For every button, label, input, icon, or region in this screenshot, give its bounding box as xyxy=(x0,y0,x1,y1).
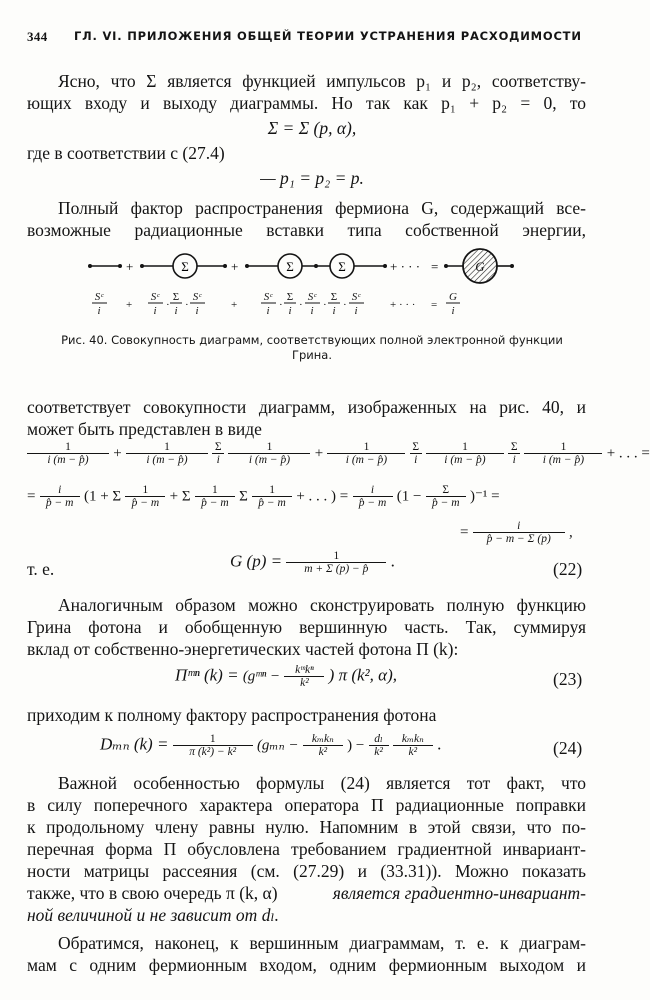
paragraph-4-line-2: может быть представлен в виде xyxy=(27,419,262,439)
figure-caption-line-2: Грина. xyxy=(291,348,332,362)
svg-text:·: · xyxy=(166,299,170,311)
sigma-label: Σ xyxy=(181,259,189,274)
paragraph-7-line-1: Важной особенностью формулы (24) является тот факт, что xyxy=(58,773,586,793)
equation-24-tag: (24) xyxy=(553,738,583,758)
paragraph-4-line-1: соответствует совокупности диаграмм, изображенных на рис. 40, и xyxy=(27,397,586,417)
equation-sigma: Σ = Σ (p, α), xyxy=(267,118,357,138)
svg-text:·: · xyxy=(323,299,327,311)
svg-text:i: i xyxy=(451,305,455,317)
eq22-lead: т. е. xyxy=(27,559,55,579)
running-title: ГЛ. VI. ПРИЛОЖЕНИЯ ОБЩЕЙ ТЕОРИИ УСТРАНЕНИЯ РАСХОДИМОСТИ xyxy=(74,29,582,43)
figure-caption-line-1: Рис. 40. Совокупность диаграмм, соответствующих полной электронной функции xyxy=(61,333,563,347)
paragraph-7-line-4: перечная форма Π обусловлена требованием градиентной инвариант- xyxy=(27,839,586,859)
svg-text:=: = xyxy=(431,299,438,311)
svg-text:i: i xyxy=(332,305,336,317)
svg-text:·: · xyxy=(299,299,303,311)
sigma-label: Σ xyxy=(338,259,346,274)
svg-text:i: i xyxy=(174,305,178,317)
page-number: 344 xyxy=(27,29,48,44)
series-line-3: = $\frac{i}{p̂ - m - \Sigma (p)}$ , xyxy=(460,520,573,545)
figure-40-diagram xyxy=(80,240,610,325)
plus-sign: + xyxy=(126,259,134,274)
paragraph-8-line-2: мам с одним фермионным входом, одним фермионным выходом и xyxy=(27,955,586,975)
svg-text:+: + xyxy=(126,299,133,311)
svg-text:G: G xyxy=(449,291,457,303)
paragraph-3-line-2: возможные радиационные вставки типа собственной энергии, xyxy=(27,220,586,240)
figure-formula-row xyxy=(92,291,460,317)
svg-text:Sᶜ: Sᶜ xyxy=(150,291,160,303)
svg-text:Sᶜ: Sᶜ xyxy=(351,291,361,303)
paragraph-7-line-6: также, что в свою очередь π (k, α) является градиентно-инвариант- xyxy=(27,883,586,903)
paragraph-3-line-1: Полный фактор распространения фермиона G, содержащий все- xyxy=(58,198,586,218)
paragraph-5-line-1: Аналогичным образом можно сконструировать полную функцию xyxy=(58,595,586,615)
sigma-label: Σ xyxy=(286,259,294,274)
svg-text:Σ: Σ xyxy=(330,291,338,303)
equation-22: G (p) = $\frac{1}{m + \Sigma (p) - p̂}$ . xyxy=(230,550,395,575)
svg-text:i: i xyxy=(266,305,270,317)
svg-text:Σ: Σ xyxy=(172,291,180,303)
plus-sign: + xyxy=(231,259,239,274)
paragraph-5-line-3: вклад от собственно-энергетических частей фотона Π (k): xyxy=(27,639,459,659)
paragraph-8-line-1: Обратимся, наконец, к вершинным диаграммам, т. е. к диаграм- xyxy=(58,933,586,953)
series-line-2: = $\frac{i}{p̂ - m}$ (1 + Σ $\frac{1}{p̂ - m}$ + Σ $\frac{1}{p̂ - m}$ Σ $\frac{1}{p̂ - m}$ + . . . ) = $\frac{i}{p̂ - m}$ (1 − $\frac{\Sigma}{p̂ - m}$ )⁻¹ = xyxy=(27,484,500,509)
paragraph-1-line-2: ющих входу и выходу диаграммы. Но так как p₁ + p₂ = 0, то xyxy=(27,93,586,113)
equation-momentum: — p₁ = p₂ = p. xyxy=(260,168,364,188)
equation-23: Πᵐⁿ (k) = (gᵐⁿ − $\frac{\text{kᵐkⁿ}}{\text{k²}}$ ) π (k², α), xyxy=(175,664,397,689)
equation-24: Dₘₙ (k) = $\frac{1}{\text{π (k²) − k²}}$ (gₘₙ − $\frac{\text{kₘkₙ}}{\text{k²}}$ ) − $\frac{\text{dₗ}}{\text{k²}}$ $\frac{\text{kₘkₙ}}{\text{k²}}$ . xyxy=(100,733,442,758)
svg-text:i: i xyxy=(97,305,101,317)
svg-text:·: · xyxy=(185,299,189,311)
svg-text:Sᶜ: Sᶜ xyxy=(263,291,273,303)
paragraph-5-line-2: Грина фотона и обобщенную вершинную часть. Так, суммируя xyxy=(27,617,586,637)
svg-text:Sᶜ: Sᶜ xyxy=(192,291,202,303)
series-line-1: $\frac{1}{i (m - p̂)}$ + $\frac{1}{i (m - p̂)}$ $\frac{\Sigma}{i}$ $\frac{1}{i (m - p̂)}$ + $\frac{1}{i (m - p̂)}$ $\frac{\Sigma}{i}$ $\frac{1}{i (m - p̂)}$ $\frac{\Sigma}{i}$ $\frac{1}{i (m - p̂)}$ + . . . = xyxy=(27,441,650,466)
svg-text:i: i xyxy=(288,305,292,317)
paragraph-2: где в соответствии с (27.4) xyxy=(27,143,225,163)
paragraph-7-line-2: в силу поперечного характера оператора Π радиационные поправки xyxy=(27,795,586,815)
g-label: G xyxy=(475,259,485,274)
equation-23-tag: (23) xyxy=(553,669,583,689)
svg-text:i: i xyxy=(354,305,358,317)
paragraph-7-line-7: ной величиной и не зависит от dₗ. xyxy=(27,905,280,925)
svg-text:+: + xyxy=(231,299,238,311)
paragraph-1-line-1: Ясно, что Σ является функцией импульсов p₁ и p₂, соответству- xyxy=(58,71,586,91)
svg-text:Σ: Σ xyxy=(286,291,294,303)
svg-text:·: · xyxy=(343,299,347,311)
svg-text:i: i xyxy=(153,305,157,317)
svg-text:+ · · ·: + · · · xyxy=(390,299,416,311)
paragraph-7-line-3: к продольному члену равны нулю. Напомним в этой связи, что по- xyxy=(27,817,586,837)
svg-text:i: i xyxy=(310,305,314,317)
svg-text:i: i xyxy=(195,305,199,317)
svg-text:·: · xyxy=(279,299,283,311)
ellipsis: + · · · xyxy=(390,259,421,274)
paragraph-6: приходим к полному фактору распространения фотона xyxy=(27,705,437,725)
equation-22-tag: (22) xyxy=(553,559,583,579)
svg-text:Sᶜ: Sᶜ xyxy=(307,291,317,303)
equals-sign: = xyxy=(431,259,439,274)
svg-text:Sᶜ: Sᶜ xyxy=(94,291,104,303)
paragraph-7-line-5: ности матрицы рассеяния (см. (27.29) и (33.31)). Можно показать xyxy=(27,861,586,881)
